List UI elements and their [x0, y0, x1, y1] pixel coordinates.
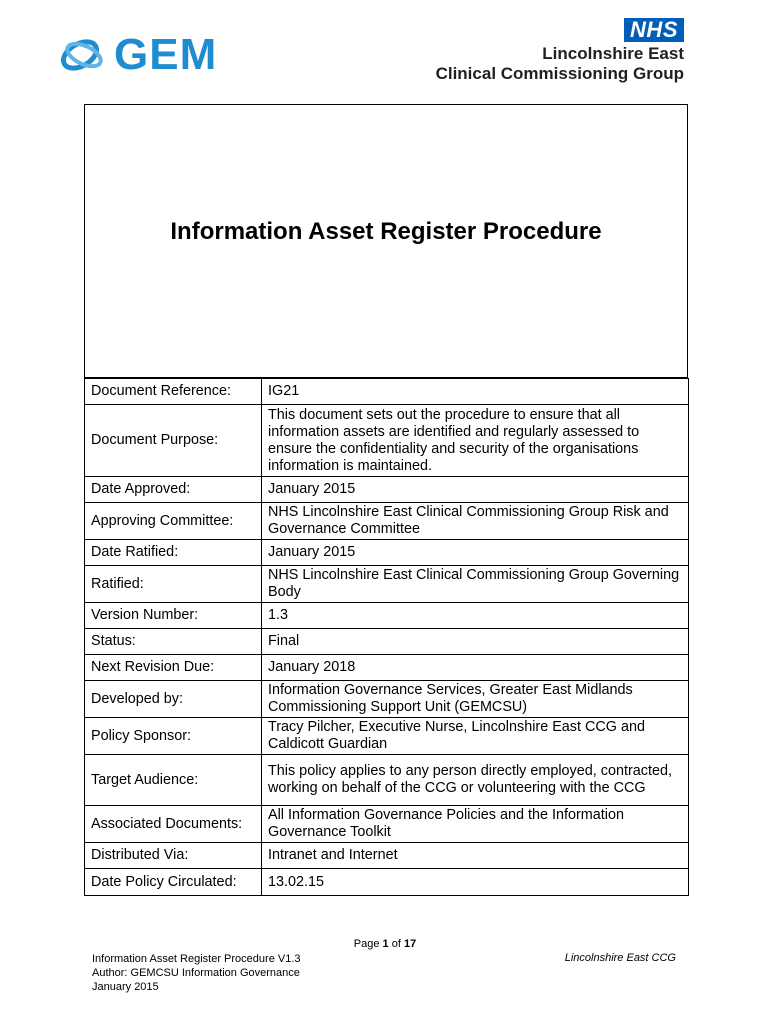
- nhs-badge: NHS: [624, 18, 684, 42]
- gem-logo: [58, 30, 217, 80]
- details-row: [85, 755, 689, 806]
- detail-value: NHS Lincolnshire East Clinical Commissioning Group Governing Body: [262, 566, 689, 603]
- detail-value: January 2015: [262, 540, 689, 566]
- detail-value: January 2018: [262, 655, 689, 681]
- detail-label: Associated Documents:: [85, 806, 262, 843]
- detail-label: Date Approved:: [85, 477, 262, 503]
- detail-value: Final: [262, 629, 689, 655]
- details-row: [85, 806, 689, 843]
- total-pages: 17: [403, 938, 417, 950]
- details-row: [85, 681, 689, 718]
- detail-label: Document Purpose:: [85, 405, 262, 477]
- detail-label: Date Policy Circulated:: [85, 869, 262, 896]
- details-row: [85, 629, 689, 655]
- gem-swirl-icon: [58, 33, 110, 77]
- details-row: [85, 477, 689, 503]
- document-details-table: [84, 378, 689, 896]
- detail-label: Ratified:: [85, 566, 262, 603]
- detail-value: NHS Lincolnshire East Clinical Commissioning Group Risk and Governance Committee: [262, 503, 689, 540]
- detail-label: Target Audience:: [85, 755, 262, 806]
- document-title: Information Asset Register Procedure: [170, 218, 602, 245]
- detail-value: Information Governance Services, Greater East Midlands Commissioning Support Unit (GEMCSU): [262, 681, 689, 718]
- detail-value: This policy applies to any person directly employed, contracted, working on behalf of the CCG or volunteering with the CCG: [262, 755, 689, 806]
- detail-label: Version Number:: [85, 603, 262, 629]
- details-row: [85, 379, 689, 405]
- detail-value: All Information Governance Policies and the Information Governance Toolkit: [262, 806, 689, 843]
- footer-organisation: Lincolnshire East CCG: [564, 952, 676, 964]
- page-number: Page 1 of 17: [353, 938, 417, 950]
- current-page: 1: [382, 938, 389, 950]
- detail-label: Document Reference:: [85, 379, 262, 405]
- details-row: [85, 503, 689, 540]
- detail-label: Policy Sponsor:: [85, 718, 262, 755]
- footer-date: January 2015: [92, 981, 159, 993]
- detail-value: January 2015: [262, 477, 689, 503]
- detail-label: Status:: [85, 629, 262, 655]
- detail-label: Next Revision Due:: [85, 655, 262, 681]
- detail-value: Intranet and Internet: [262, 843, 689, 869]
- details-row: [85, 405, 689, 477]
- details-row: [85, 718, 689, 755]
- detail-value: 13.02.15: [262, 869, 689, 896]
- footer-author: Author: GEMCSU Information Governance: [92, 967, 300, 979]
- org-name-line1: Lincolnshire East: [542, 44, 684, 63]
- details-row: [85, 566, 689, 603]
- title-box: [84, 104, 688, 378]
- nhs-org-logo: [436, 18, 684, 84]
- detail-value: IG21: [262, 379, 689, 405]
- footer-document-info: [92, 952, 301, 994]
- detail-label: Date Ratified:: [85, 540, 262, 566]
- detail-value: 1.3: [262, 603, 689, 629]
- detail-label: Approving Committee:: [85, 503, 262, 540]
- footer-doc-title: Information Asset Register Procedure V1.3: [92, 953, 301, 965]
- detail-label: Distributed Via:: [85, 843, 262, 869]
- detail-value: This document sets out the procedure to ensure that all information assets are identified and regularly assessed to ensure the confidentiality and security of the organisations information is maintained.: [262, 405, 689, 477]
- details-row: [85, 603, 689, 629]
- details-row: [85, 655, 689, 681]
- details-row: [85, 540, 689, 566]
- details-row: [85, 843, 689, 869]
- details-row: [85, 869, 689, 896]
- detail-value: Tracy Pilcher, Executive Nurse, Lincolnshire East CCG and Caldicott Guardian: [262, 718, 689, 755]
- gem-logo-text: GEM: [114, 30, 218, 79]
- org-name-line2: Clinical Commissioning Group: [435, 64, 684, 83]
- detail-label: Developed by:: [85, 681, 262, 718]
